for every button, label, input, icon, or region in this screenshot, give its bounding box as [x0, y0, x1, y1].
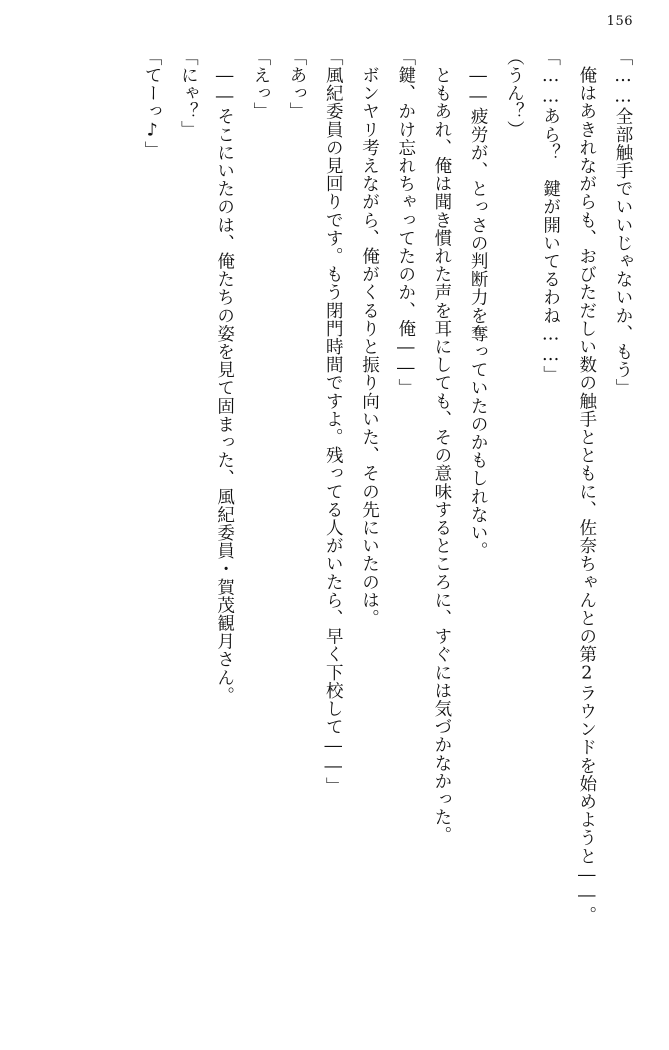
- page-body-text: [28, 48, 641, 1022]
- paragraph: 「にゃ？」: [178, 48, 199, 139]
- paragraph: ――疲労が、とっさの判断力を奪っていたのかもしれない。: [468, 48, 489, 560]
- paragraph: 「てーっ♪」: [142, 48, 163, 160]
- paragraph: 「……あら？ 鍵が開いてるわね……」: [540, 48, 561, 384]
- paragraph: 「風紀委員の見回りです。もう閉門時間ですよ。残ってる人がいたら、早く下校して――」: [323, 48, 344, 796]
- paragraph: 「鍵、かけ忘れちゃってたのか、俺――」: [395, 48, 416, 397]
- paragraph: 俺はあきれながらも、おびただしい数の触手とともに、佐奈ちゃんとの第2ラウンドを始めようと――。: [576, 48, 597, 925]
- page-number: 156: [606, 14, 633, 29]
- paragraph: ともあれ、俺は聞き慣れた声を耳にしても、その意味するところに、すぐには気づかなかった。: [431, 48, 452, 845]
- paragraph: ――そこにいたのは、俺たちの姿を見て固まった、風紀委員・賀茂観月さん。: [214, 48, 235, 705]
- paragraph: 「あっ」: [287, 48, 308, 121]
- paragraph: （うん？）: [504, 48, 525, 139]
- paragraph: ボンヤリ考えながら、俺がくるりと振り向いた、その先にいたのは。: [359, 48, 380, 628]
- paragraph: 「えっ」: [250, 48, 271, 121]
- paragraph: 「……全部触手でいいじゃないか、もう」: [613, 48, 633, 397]
